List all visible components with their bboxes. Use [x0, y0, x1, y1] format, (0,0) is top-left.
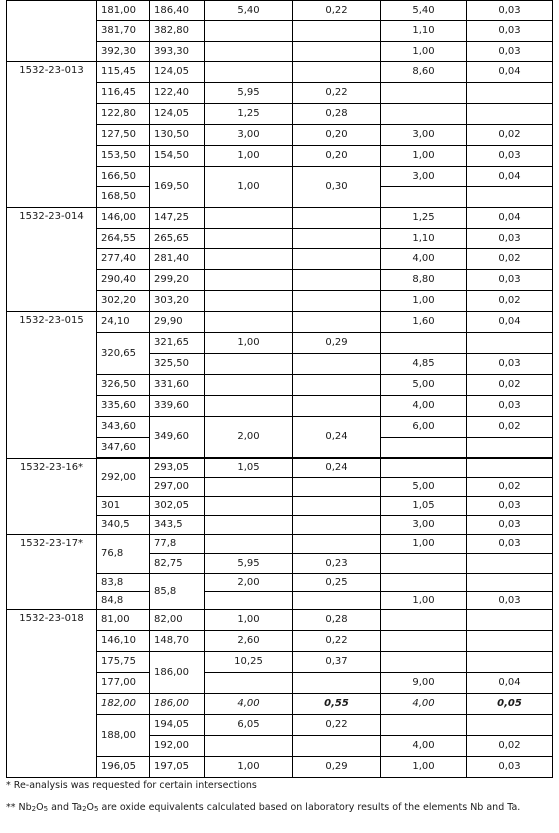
- ta-grade-cell: 0,03: [467, 354, 553, 375]
- nb-grade-cell: [293, 291, 381, 312]
- from-cell: 116,45: [97, 83, 150, 104]
- ta-length-cell: 1,00: [381, 592, 467, 610]
- ta-length-cell: 4,00: [381, 694, 467, 715]
- ta-grade-cell: [467, 333, 553, 354]
- ta-grade-cell: 0,04: [467, 673, 553, 694]
- ta-length-cell: [381, 459, 467, 478]
- nb-length-cell: [205, 375, 293, 396]
- nb-length-cell: [205, 592, 293, 610]
- footnote-text: O: [86, 802, 95, 813]
- nb-length-cell: [205, 208, 293, 229]
- from-cell: 122,80: [97, 104, 150, 125]
- hole-id-cell: 1532-23-17*: [7, 535, 97, 610]
- ta-grade-cell: 0,02: [467, 291, 553, 312]
- ta-grade-cell: [467, 715, 553, 736]
- from-cell: 115,45: [97, 62, 150, 83]
- nb-length-cell: 1,00: [205, 333, 293, 354]
- nb-grade-cell: 0,24: [293, 459, 381, 478]
- nb-length-cell: 1,00: [205, 610, 293, 631]
- nb-length-cell: [205, 673, 293, 694]
- nb-grade-cell: [293, 535, 381, 554]
- ta-grade-cell: [467, 104, 553, 125]
- nb-length-cell: 1,00: [205, 167, 293, 208]
- ta-length-cell: 3,00: [381, 167, 467, 187]
- ta-grade-cell: 0,03: [467, 21, 553, 42]
- nb-length-cell: 1,00: [205, 146, 293, 167]
- to-cell: 281,40: [150, 249, 205, 270]
- ta-grade-cell: 0,03: [467, 757, 553, 778]
- to-cell: 186,40: [150, 1, 205, 21]
- ta-grade-cell: 0,02: [467, 125, 553, 146]
- ta-grade-cell: 0,04: [467, 312, 553, 333]
- nb-length-cell: 2,00: [205, 417, 293, 458]
- ta-length-cell: 5,00: [381, 478, 467, 497]
- nb-grade-cell: [293, 516, 381, 535]
- to-cell: 124,05: [150, 62, 205, 83]
- to-cell: 169,50: [150, 167, 205, 208]
- to-cell: 194,05: [150, 715, 205, 736]
- nb-grade-cell: [293, 478, 381, 497]
- nb-grade-cell: 0,37: [293, 652, 381, 673]
- ta-length-cell: 1,60: [381, 312, 467, 333]
- subscript: 5: [94, 805, 99, 813]
- to-cell: 293,05: [150, 459, 205, 478]
- nb-length-cell: [205, 42, 293, 62]
- ta-length-cell: [381, 715, 467, 736]
- ta-grade-cell: [467, 631, 553, 652]
- from-cell: 166,50: [97, 167, 150, 187]
- from-cell: 84,8: [97, 592, 150, 610]
- ta-length-cell: [381, 333, 467, 354]
- ta-length-cell: 1,10: [381, 229, 467, 249]
- nb-length-cell: 3,00: [205, 125, 293, 146]
- nb-grade-cell: 0,24: [293, 417, 381, 458]
- nb-length-cell: 2,60: [205, 631, 293, 652]
- nb-grade-cell: [293, 497, 381, 516]
- from-cell: 320,65: [97, 333, 150, 375]
- ta-grade-cell: 0,03: [467, 592, 553, 610]
- to-cell: 349,60: [150, 417, 205, 458]
- ta-length-cell: 4,00: [381, 396, 467, 417]
- from-cell: 188,00: [97, 715, 150, 757]
- ta-grade-cell: 0,04: [467, 208, 553, 229]
- from-cell: 347,60: [97, 438, 150, 458]
- hole-id-cell: [7, 1, 97, 62]
- nb-grade-cell: [293, 208, 381, 229]
- ta-grade-cell: [467, 83, 553, 104]
- to-cell: 85,8: [150, 574, 205, 610]
- ta-grade-cell: 0,03: [467, 497, 553, 516]
- nb-length-cell: 2,00: [205, 574, 293, 592]
- ta-length-cell: [381, 438, 467, 458]
- ta-length-cell: 8,60: [381, 62, 467, 83]
- from-cell: 182,00: [97, 694, 150, 715]
- from-cell: 175,75: [97, 652, 150, 673]
- ta-length-cell: [381, 83, 467, 104]
- nb-length-cell: 4,00: [205, 694, 293, 715]
- from-cell: 83,8: [97, 574, 150, 592]
- to-cell: 29,90: [150, 312, 205, 333]
- nb-grade-cell: [293, 229, 381, 249]
- to-cell: 197,05: [150, 757, 205, 778]
- to-cell: 393,30: [150, 42, 205, 62]
- nb-grade-cell: 0,22: [293, 83, 381, 104]
- ta-grade-cell: [467, 438, 553, 458]
- footnote-text: ** Nb: [6, 802, 32, 813]
- ta-grade-cell: 0,03: [467, 396, 553, 417]
- from-cell: 76,8: [97, 535, 150, 574]
- nb-length-cell: 5,40: [205, 1, 293, 21]
- ta-grade-cell: 0,02: [467, 478, 553, 497]
- from-cell: 290,40: [97, 270, 150, 291]
- from-cell: 264,55: [97, 229, 150, 249]
- nb-grade-cell: 0,55: [293, 694, 381, 715]
- ta-grade-cell: [467, 652, 553, 673]
- to-cell: 82,75: [150, 554, 205, 574]
- ta-grade-cell: 0,03: [467, 270, 553, 291]
- nb-length-cell: [205, 229, 293, 249]
- to-cell: 148,70: [150, 631, 205, 652]
- from-cell: 146,10: [97, 631, 150, 652]
- to-cell: 147,25: [150, 208, 205, 229]
- from-cell: 146,00: [97, 208, 150, 229]
- ta-grade-cell: 0,04: [467, 167, 553, 187]
- ta-length-cell: 6,00: [381, 417, 467, 438]
- nb-grade-cell: [293, 249, 381, 270]
- nb-length-cell: 10,25: [205, 652, 293, 673]
- to-cell: 297,00: [150, 478, 205, 497]
- nb-grade-cell: [293, 270, 381, 291]
- nb-length-cell: [205, 736, 293, 757]
- to-cell: 265,65: [150, 229, 205, 249]
- nb-grade-cell: 0,28: [293, 104, 381, 125]
- to-cell: 154,50: [150, 146, 205, 167]
- to-cell: 124,05: [150, 104, 205, 125]
- from-cell: 153,50: [97, 146, 150, 167]
- nb-length-cell: [205, 516, 293, 535]
- ta-grade-cell: [467, 554, 553, 574]
- nb-grade-cell: 0,28: [293, 610, 381, 631]
- ta-length-cell: 5,40: [381, 1, 467, 21]
- nb-grade-cell: 0,23: [293, 554, 381, 574]
- ta-length-cell: 1,00: [381, 146, 467, 167]
- nb-grade-cell: 0,22: [293, 715, 381, 736]
- nb-length-cell: [205, 21, 293, 42]
- footnote-text: O: [36, 802, 44, 813]
- nb-grade-cell: [293, 312, 381, 333]
- ta-length-cell: [381, 610, 467, 631]
- nb-grade-cell: 0,22: [293, 631, 381, 652]
- ta-length-cell: [381, 104, 467, 125]
- nb-length-cell: [205, 312, 293, 333]
- subscript: 2: [82, 805, 87, 813]
- ta-grade-cell: 0,03: [467, 146, 553, 167]
- from-cell: 392,30: [97, 42, 150, 62]
- ta-grade-cell: 0,03: [467, 1, 553, 21]
- ta-length-cell: 4,00: [381, 249, 467, 270]
- to-cell: 321,65: [150, 333, 205, 354]
- ta-length-cell: 1,00: [381, 535, 467, 554]
- from-cell: 343,60: [97, 417, 150, 438]
- nb-grade-cell: [293, 396, 381, 417]
- from-cell: 127,50: [97, 125, 150, 146]
- ta-length-cell: 1,25: [381, 208, 467, 229]
- nb-grade-cell: 0,30: [293, 167, 381, 208]
- from-cell: 177,00: [97, 673, 150, 694]
- ta-length-cell: 4,00: [381, 736, 467, 757]
- ta-grade-cell: [467, 187, 553, 208]
- ta-grade-cell: 0,05: [467, 694, 553, 715]
- from-cell: 24,10: [97, 312, 150, 333]
- from-cell: 181,00: [97, 1, 150, 21]
- from-cell: 196,05: [97, 757, 150, 778]
- ta-grade-cell: [467, 610, 553, 631]
- from-cell: 277,40: [97, 249, 150, 270]
- ta-length-cell: 1,10: [381, 21, 467, 42]
- nb-length-cell: 5,95: [205, 83, 293, 104]
- ta-grade-cell: 0,02: [467, 417, 553, 438]
- to-cell: 82,00: [150, 610, 205, 631]
- subscript: 2: [31, 805, 37, 813]
- ta-length-cell: 1,00: [381, 291, 467, 312]
- ta-grade-cell: [467, 459, 553, 478]
- from-cell: 81,00: [97, 610, 150, 631]
- nb-length-cell: [205, 291, 293, 312]
- to-cell: 302,05: [150, 497, 205, 516]
- from-cell: 340,5: [97, 516, 150, 535]
- hole-id-cell: 1532-23-018: [7, 610, 97, 778]
- to-cell: 331,60: [150, 375, 205, 396]
- to-cell: 130,50: [150, 125, 205, 146]
- nb-grade-cell: [293, 62, 381, 83]
- nb-length-cell: [205, 478, 293, 497]
- nb-grade-cell: [293, 592, 381, 610]
- hole-id-cell: 1532-23-013: [7, 62, 97, 208]
- hole-id-cell: 1532-23-014: [7, 208, 97, 312]
- nb-length-cell: 6,05: [205, 715, 293, 736]
- hole-id-cell: 1532-23-015: [7, 312, 97, 459]
- nb-length-cell: [205, 497, 293, 516]
- nb-grade-cell: [293, 375, 381, 396]
- ta-length-cell: [381, 187, 467, 208]
- nb-grade-cell: 0,20: [293, 146, 381, 167]
- to-cell: 186,00: [150, 652, 205, 694]
- nb-length-cell: [205, 62, 293, 83]
- nb-length-cell: 5,95: [205, 554, 293, 574]
- footnote-reanalysis: * Re-analysis was requested for certain intersections: [6, 780, 257, 791]
- ta-length-cell: 3,00: [381, 125, 467, 146]
- ta-length-cell: [381, 574, 467, 592]
- subscript: 5: [43, 805, 49, 813]
- ta-grade-cell: 0,02: [467, 736, 553, 757]
- from-cell: 381,70: [97, 21, 150, 42]
- nb-length-cell: 1,05: [205, 459, 293, 478]
- ta-length-cell: [381, 554, 467, 574]
- nb-grade-cell: 0,20: [293, 125, 381, 146]
- nb-length-cell: [205, 354, 293, 375]
- to-cell: 192,00: [150, 736, 205, 757]
- ta-length-cell: 8,80: [381, 270, 467, 291]
- hole-id-cell: 1532-23-16*: [7, 459, 97, 535]
- nb-grade-cell: 0,25: [293, 574, 381, 592]
- ta-length-cell: [381, 631, 467, 652]
- ta-grade-cell: 0,03: [467, 535, 553, 554]
- footnote-text: are oxide equivalents calculated based on laboratory results of the elements Nb and Ta.: [98, 802, 521, 813]
- nb-length-cell: 1,25: [205, 104, 293, 125]
- nb-length-cell: [205, 396, 293, 417]
- nb-grade-cell: 0,22: [293, 1, 381, 21]
- nb-length-cell: [205, 535, 293, 554]
- ta-grade-cell: 0,02: [467, 375, 553, 396]
- ta-length-cell: 1,05: [381, 497, 467, 516]
- ta-length-cell: [381, 652, 467, 673]
- nb-length-cell: [205, 270, 293, 291]
- from-cell: 168,50: [97, 187, 150, 208]
- footnote-oxide-equivalents: [6, 802, 546, 814]
- nb-grade-cell: [293, 736, 381, 757]
- nb-length-cell: [205, 249, 293, 270]
- ta-grade-cell: 0,04: [467, 62, 553, 83]
- to-cell: 382,80: [150, 21, 205, 42]
- ta-grade-cell: 0,03: [467, 516, 553, 535]
- to-cell: 325,50: [150, 354, 205, 375]
- ta-length-cell: 5,00: [381, 375, 467, 396]
- from-cell: 335,60: [97, 396, 150, 417]
- ta-grade-cell: [467, 574, 553, 592]
- ta-length-cell: 1,00: [381, 757, 467, 778]
- nb-grade-cell: [293, 354, 381, 375]
- to-cell: 186,00: [150, 694, 205, 715]
- from-cell: 292,00: [97, 459, 150, 497]
- from-cell: 301: [97, 497, 150, 516]
- to-cell: 299,20: [150, 270, 205, 291]
- nb-grade-cell: 0,29: [293, 757, 381, 778]
- ta-grade-cell: 0,03: [467, 229, 553, 249]
- footnotes: [6, 780, 546, 814]
- ta-length-cell: 3,00: [381, 516, 467, 535]
- nb-grade-cell: [293, 673, 381, 694]
- to-cell: 122,40: [150, 83, 205, 104]
- nb-grade-cell: [293, 21, 381, 42]
- ta-length-cell: 1,00: [381, 42, 467, 62]
- to-cell: 77,8: [150, 535, 205, 554]
- from-cell: 302,20: [97, 291, 150, 312]
- nb-grade-cell: [293, 42, 381, 62]
- nb-length-cell: 1,00: [205, 757, 293, 778]
- from-cell: 326,50: [97, 375, 150, 396]
- ta-length-cell: 4,85: [381, 354, 467, 375]
- ta-grade-cell: 0,03: [467, 42, 553, 62]
- to-cell: 339,60: [150, 396, 205, 417]
- ta-grade-cell: 0,02: [467, 249, 553, 270]
- footnote-text: and Ta: [48, 802, 83, 813]
- intersection-table: [6, 0, 553, 778]
- to-cell: 303,20: [150, 291, 205, 312]
- ta-length-cell: 9,00: [381, 673, 467, 694]
- nb-grade-cell: 0,29: [293, 333, 381, 354]
- to-cell: 343,5: [150, 516, 205, 535]
